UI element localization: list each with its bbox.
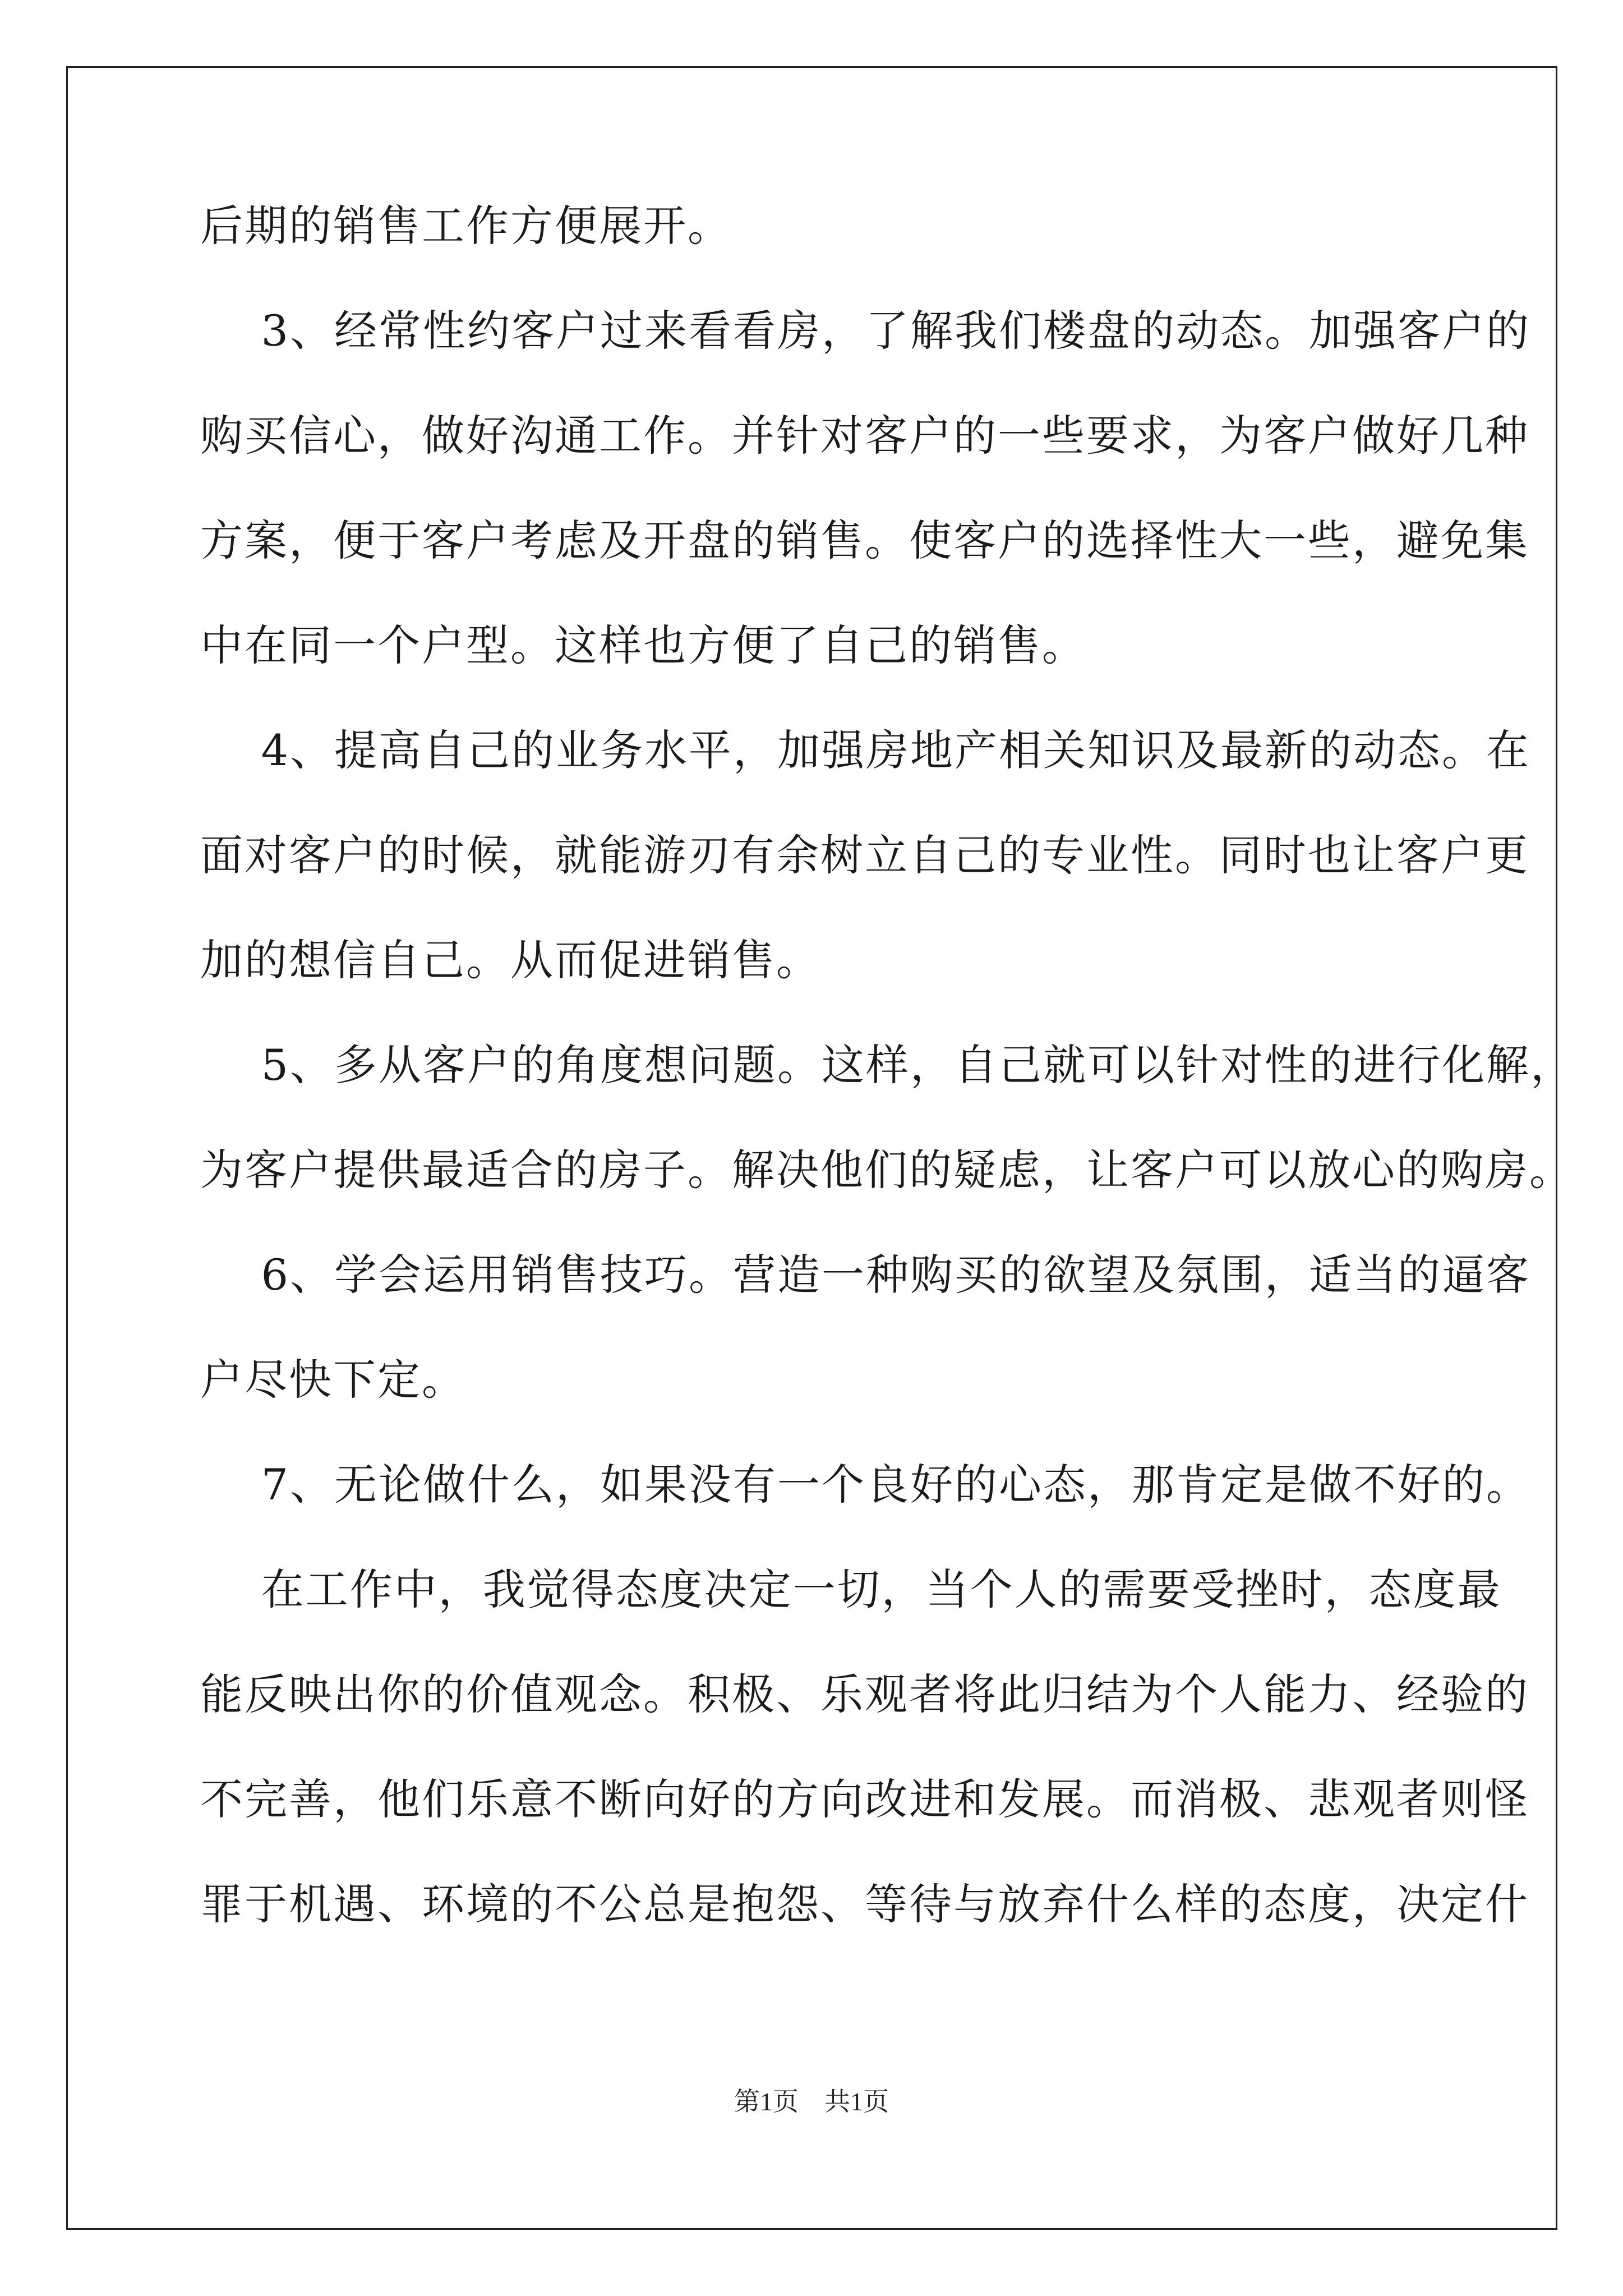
text-line: 户尽快下定。	[200, 1355, 466, 1405]
text-line: 后期的销售工作方便展开。	[200, 201, 732, 251]
text-line: 6、学会运用销售技巧。营造一种购买的欲望及氛围，适当的逼客	[200, 1250, 1530, 1300]
text-line: 面对客户的时候，就能游刃有余树立自己的专业性。同时也让客户更	[200, 830, 1529, 880]
document-body	[200, 199, 1575, 1931]
text-line: 罪于机遇、环境的不公总是抱怨、等待与放弃什么样的态度，决定什	[200, 1879, 1529, 1929]
text-line: 方案，便于客户考虑及开盘的销售。使客户的选择性大一些，避免集	[200, 516, 1529, 565]
text-line: 3、经常性约客户过来看看房，了解我们楼盘的动态。加强客户的	[200, 306, 1530, 356]
text-line: 5、多从客户的角度想问题。这样，自己就可以针对性的进行化解，	[200, 1040, 1575, 1090]
text-line: 不完善，他们乐意不断向好的方向改进和发展。而消极、悲观者则怪	[200, 1774, 1529, 1824]
text-line: 能反映出你的价值观念。积极、乐观者将此归结为个人能力、经验的	[200, 1669, 1529, 1719]
text-line: 为客户提供最适合的房子。解决他们的疑虑，让客户可以放心的购房。	[200, 1145, 1574, 1195]
page-number-footer: 第1页 共1页	[734, 2087, 889, 2116]
text-line: 购买信心，做好沟通工作。并针对客户的一些要求，为客户做好几种	[200, 411, 1529, 461]
text-line: 中在同一个户型。这样也方便了自己的销售。	[200, 620, 1086, 670]
text-line: 4、提高自己的业务水平，加强房地产相关知识及最新的动态。在	[200, 725, 1530, 775]
text-line: 7、无论做什么，如果没有一个良好的心态，那肯定是做不好的。	[200, 1460, 1530, 1510]
text-line: 在工作中，我觉得态度决定一切，当个人的需要受挫时，态度最	[200, 1565, 1502, 1614]
text-line: 加的想信自己。从而促进销售。	[200, 935, 820, 985]
